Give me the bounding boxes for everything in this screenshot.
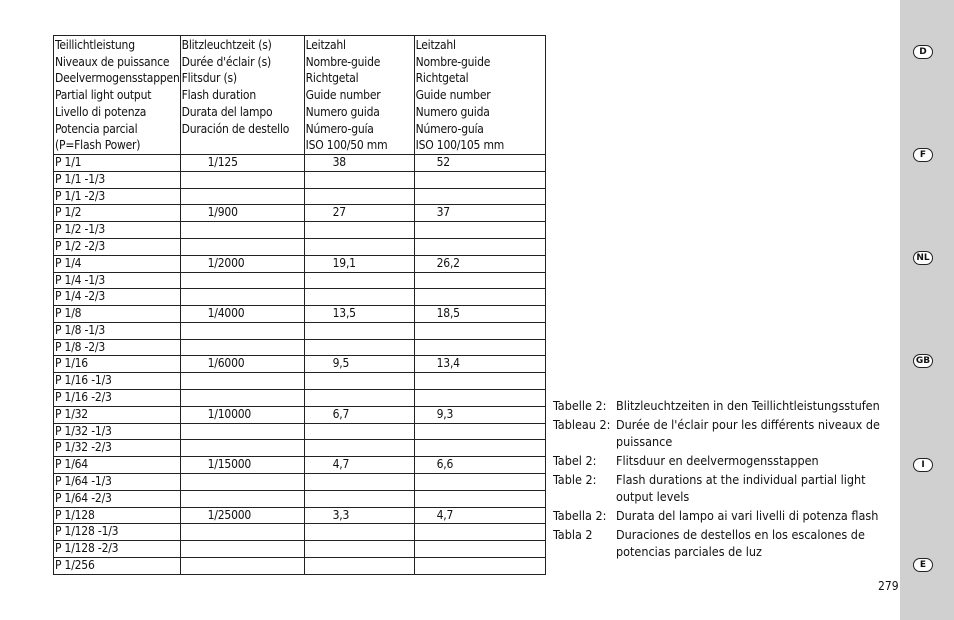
- table-row: [54, 356, 546, 373]
- header-line: Leitzahl: [415, 38, 456, 52]
- duration-cell: 1/25000: [180, 507, 304, 524]
- guide-50-cell: [304, 339, 414, 356]
- caption-text: Blitzleuchtzeiten in den Teillichtleistungsstufen: [616, 398, 880, 413]
- guide-105-cell: [414, 289, 545, 306]
- caption-row: [553, 526, 903, 560]
- header-line: Potencia parcial: [55, 121, 138, 136]
- power-level-cell: P 1/4 -1/3: [54, 272, 181, 289]
- guide-50-cell: [304, 171, 414, 188]
- caption-row: [553, 397, 903, 414]
- table-row: [54, 490, 546, 507]
- header-cell: [304, 36, 414, 155]
- guide-50-cell: 9,5: [304, 356, 414, 373]
- power-level-cell: P 1/8 -2/3: [54, 339, 181, 356]
- duration-cell: 1/15000: [180, 457, 304, 474]
- header-cell: [414, 36, 545, 155]
- power-level-cell: P 1/1 -2/3: [54, 188, 181, 205]
- power-level-cell: P 1/32 -2/3: [54, 440, 181, 457]
- header-line: ISO 100/50 mm: [305, 138, 388, 153]
- guide-50-cell: 38: [304, 154, 414, 171]
- duration-cell: [180, 490, 304, 507]
- duration-cell: [180, 322, 304, 339]
- power-level-cell: P 1/128 -2/3: [54, 541, 181, 558]
- duration-cell: [180, 373, 304, 390]
- guide-105-cell: [414, 490, 545, 507]
- guide-105-cell: [414, 423, 545, 440]
- guide-50-cell: 13,5: [304, 306, 414, 323]
- guide-50-cell: [304, 558, 414, 575]
- header-cell: [54, 36, 181, 155]
- guide-105-cell: 37: [414, 205, 545, 222]
- table-row: [54, 171, 546, 188]
- header-line: Flash duration: [181, 88, 256, 103]
- table-row: [54, 222, 546, 239]
- header-line: Flitsdur (s): [181, 71, 237, 86]
- duration-cell: [180, 558, 304, 575]
- guide-105-cell: [414, 541, 545, 558]
- header-line: (P=Flash Power): [55, 138, 141, 153]
- table-row: [54, 205, 546, 222]
- duration-cell: 1/900: [180, 205, 304, 222]
- guide-105-cell: [414, 339, 545, 356]
- header-line: Leitzahl: [305, 38, 346, 52]
- duration-cell: [180, 474, 304, 491]
- header-line: Durata del lampo: [181, 104, 273, 119]
- caption-row: [553, 416, 903, 450]
- duration-cell: [180, 171, 304, 188]
- duration-cell: 1/125: [180, 154, 304, 171]
- guide-50-cell: 6,7: [304, 406, 414, 423]
- guide-50-cell: 19,1: [304, 255, 414, 272]
- language-tab-e[interactable]: E: [913, 558, 933, 572]
- duration-cell: [180, 272, 304, 289]
- guide-105-cell: [414, 238, 545, 255]
- duration-cell: 1/2000: [180, 255, 304, 272]
- caption-text: Durée de l'éclair pour les différents niveaux de puissance: [616, 417, 880, 449]
- guide-105-cell: [414, 188, 545, 205]
- table-row: [54, 524, 546, 541]
- table-row: [54, 255, 546, 272]
- header-line: Richtgetal: [415, 71, 469, 86]
- table-row: [54, 390, 546, 407]
- power-level-cell: P 1/2 -1/3: [54, 222, 181, 239]
- guide-50-cell: 27: [304, 205, 414, 222]
- guide-50-cell: [304, 423, 414, 440]
- language-tab-nl[interactable]: NL: [913, 251, 933, 265]
- caption-row: [553, 452, 903, 469]
- power-level-cell: P 1/4: [54, 255, 181, 272]
- table-row: [54, 541, 546, 558]
- table-row: [54, 507, 546, 524]
- power-level-cell: P 1/128: [54, 507, 181, 524]
- language-tab-d[interactable]: D: [913, 45, 933, 59]
- guide-50-cell: [304, 373, 414, 390]
- guide-105-cell: 18,5: [414, 306, 545, 323]
- guide-50-cell: 3,3: [304, 507, 414, 524]
- guide-50-cell: [304, 188, 414, 205]
- table-row: [54, 406, 546, 423]
- guide-105-cell: 52: [414, 154, 545, 171]
- power-level-cell: P 1/2: [54, 205, 181, 222]
- header-line: Número-guía: [415, 121, 484, 136]
- flash-duration-table: [53, 35, 546, 575]
- guide-50-cell: [304, 541, 414, 558]
- page-number: 279: [878, 579, 899, 593]
- table-header-row: [54, 36, 546, 155]
- header-line: [182, 137, 304, 154]
- guide-105-cell: [414, 524, 545, 541]
- language-tab-i[interactable]: I: [913, 458, 933, 472]
- power-level-cell: P 1/128 -1/3: [54, 524, 181, 541]
- header-line: Partial light output: [55, 88, 152, 103]
- header-line: Guide number: [305, 88, 381, 103]
- guide-50-cell: [304, 490, 414, 507]
- caption-text: Flitsduur en deelvermogensstappen: [616, 453, 819, 468]
- header-line: Duración de destello: [181, 121, 290, 136]
- caption-label: Tabelle 2:: [553, 398, 607, 413]
- guide-50-cell: [304, 222, 414, 239]
- caption-row: [553, 507, 903, 524]
- table-row: [54, 474, 546, 491]
- duration-cell: 1/10000: [180, 406, 304, 423]
- caption-text: Durata del lampo ai vari livelli di potenza flash: [616, 508, 879, 523]
- caption-text: Flash durations at the individual partial light output levels: [616, 472, 866, 504]
- guide-105-cell: [414, 222, 545, 239]
- power-level-cell: P 1/8: [54, 306, 181, 323]
- table-row: [54, 188, 546, 205]
- header-line: Livello di potenza: [55, 104, 147, 119]
- power-level-cell: P 1/32 -1/3: [54, 423, 181, 440]
- table-row: [54, 440, 546, 457]
- table-caption: [553, 397, 903, 562]
- guide-50-cell: 4,7: [304, 457, 414, 474]
- guide-105-cell: 6,6: [414, 457, 545, 474]
- header-line: Guide number: [415, 88, 491, 103]
- table-row: [54, 322, 546, 339]
- duration-cell: [180, 541, 304, 558]
- table-row: [54, 423, 546, 440]
- caption-row: [553, 471, 903, 505]
- power-level-cell: P 1/8 -1/3: [54, 322, 181, 339]
- caption-label: Tabla 2: [553, 527, 593, 542]
- guide-50-cell: [304, 524, 414, 541]
- guide-105-cell: [414, 322, 545, 339]
- table-row: [54, 558, 546, 575]
- header-line: Richtgetal: [305, 71, 359, 86]
- duration-cell: [180, 289, 304, 306]
- guide-105-cell: 26,2: [414, 255, 545, 272]
- duration-cell: [180, 524, 304, 541]
- caption-label: Tabella 2:: [553, 508, 607, 523]
- duration-cell: 1/4000: [180, 306, 304, 323]
- duration-cell: [180, 390, 304, 407]
- header-cell: [180, 36, 304, 155]
- power-level-cell: P 1/2 -2/3: [54, 238, 181, 255]
- table-row: [54, 272, 546, 289]
- duration-cell: [180, 440, 304, 457]
- caption-label: Tableau 2:: [553, 417, 611, 432]
- caption-label: Tabel 2:: [553, 453, 597, 468]
- header-line: Blitzleuchtzeit (s): [181, 38, 272, 52]
- table-row: [54, 154, 546, 171]
- power-level-cell: P 1/16: [54, 356, 181, 373]
- guide-50-cell: [304, 238, 414, 255]
- caption-text: Duraciones de destellos en los escalones de potencias parciales de luz: [616, 527, 865, 559]
- guide-50-cell: [304, 289, 414, 306]
- header-line: Nombre-guide: [415, 54, 491, 69]
- power-level-cell: P 1/64: [54, 457, 181, 474]
- power-level-cell: P 1/64 -2/3: [54, 490, 181, 507]
- guide-105-cell: [414, 440, 545, 457]
- header-line: Número-guía: [305, 121, 374, 136]
- duration-cell: [180, 238, 304, 255]
- guide-105-cell: 4,7: [414, 507, 545, 524]
- power-level-cell: P 1/64 -1/3: [54, 474, 181, 491]
- guide-105-cell: [414, 373, 545, 390]
- header-line: Deelvermogensstappen: [55, 71, 180, 86]
- language-sidebar: [900, 0, 954, 620]
- header-line: Numero guida: [415, 104, 490, 119]
- duration-cell: [180, 423, 304, 440]
- table-row: [54, 289, 546, 306]
- header-line: ISO 100/105 mm: [415, 138, 505, 153]
- guide-105-cell: [414, 272, 545, 289]
- header-line: Durée d'éclair (s): [181, 54, 272, 69]
- header-line: Nombre-guide: [305, 54, 381, 69]
- power-level-cell: P 1/32: [54, 406, 181, 423]
- guide-105-cell: 13,4: [414, 356, 545, 373]
- guide-50-cell: [304, 440, 414, 457]
- power-level-cell: P 1/16 -1/3: [54, 373, 181, 390]
- guide-105-cell: [414, 474, 545, 491]
- duration-cell: [180, 222, 304, 239]
- power-level-cell: P 1/4 -2/3: [54, 289, 181, 306]
- power-level-cell: P 1/1: [54, 154, 181, 171]
- header-line: Niveaux de puissance: [55, 54, 170, 69]
- table-row: [54, 238, 546, 255]
- power-level-cell: P 1/256: [54, 558, 181, 575]
- power-level-cell: P 1/1 -1/3: [54, 171, 181, 188]
- language-tab-f[interactable]: F: [913, 148, 933, 162]
- caption-label: Table 2:: [553, 472, 597, 487]
- guide-50-cell: [304, 474, 414, 491]
- guide-50-cell: [304, 322, 414, 339]
- header-line: Numero guida: [305, 104, 380, 119]
- duration-cell: [180, 339, 304, 356]
- table-row: [54, 306, 546, 323]
- guide-105-cell: 9,3: [414, 406, 545, 423]
- guide-105-cell: [414, 171, 545, 188]
- duration-cell: 1/6000: [180, 356, 304, 373]
- table-row: [54, 373, 546, 390]
- table-row: [54, 339, 546, 356]
- header-line: Teillichtleistung: [55, 38, 135, 52]
- table-row: [54, 457, 546, 474]
- guide-105-cell: [414, 390, 545, 407]
- guide-50-cell: [304, 390, 414, 407]
- language-tab-gb[interactable]: GB: [913, 354, 933, 368]
- duration-cell: [180, 188, 304, 205]
- guide-50-cell: [304, 272, 414, 289]
- guide-105-cell: [414, 558, 545, 575]
- power-level-cell: P 1/16 -2/3: [54, 390, 181, 407]
